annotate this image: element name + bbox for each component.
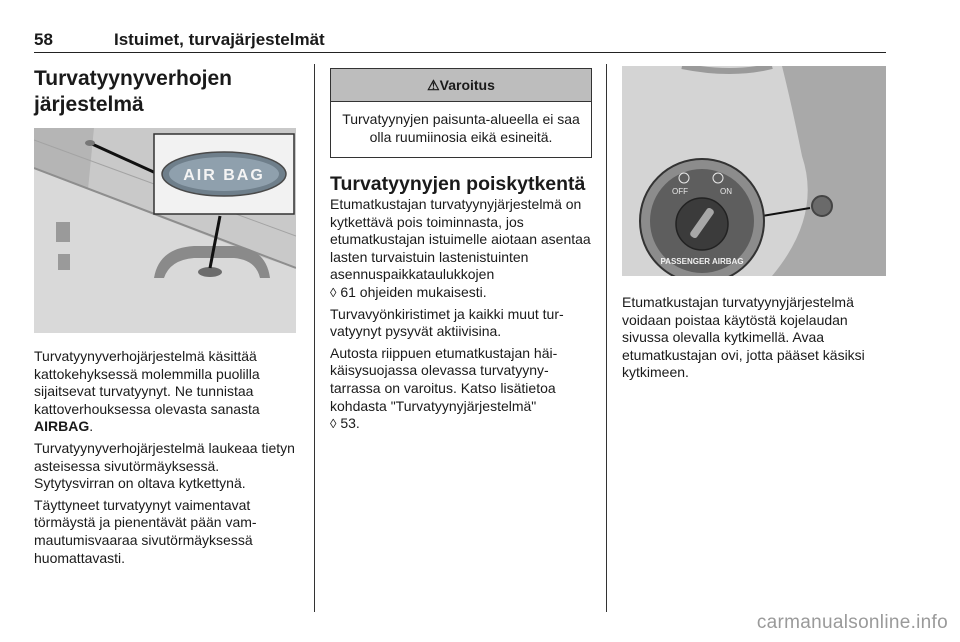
paragraph: Täyttyneet turvatyynyt vaimentavat törmäystä ja pienentävät pään vammautumisvaaraa sivutörmäyksessä huomattavasti. [34,496,257,566]
switch-off-label: OFF [672,187,688,196]
paragraph: Turvavyönkiristimet ja kaikki muut turvatyynyt pysyvät aktiivisina. [330,305,564,340]
section-heading: Turvatyynyverhojen järjestelmä [34,67,233,116]
column-divider [606,64,607,612]
watermark: carmanualsonline.info [756,612,948,633]
page-reference-icon: ◊ [330,416,337,432]
page-reference[interactable]: 53. [340,415,360,432]
switch-on-label: ON [720,187,732,196]
paragraph: Autosta riippuen etumatkustajan häikäisysuojassa olevassa turvatyynytarrassa on varoitus. Katso lisätietoa kohdasta "Turvatyynyjärjestelmä" ◊ 53. [330,344,558,432]
airbag-switch-figure [622,66,886,276]
column-3-text [622,294,886,386]
page-reference[interactable]: 61 ohjeiden mukaisesti. [340,283,487,300]
warning-title: Varoitus [439,77,495,93]
paragraph: Turvatyynyverhojärjestelmä laukeaa tietyn asteisessa sivutörmäyksessä. Sytytysvirran on oltava kytkettynä. [34,439,295,492]
section-title: Istuimet, turvajärjestelmät [114,30,325,49]
airbag-label: AIR BAG [183,167,265,184]
column-2-text [330,196,594,437]
page-reference-icon: ◊ [330,284,337,300]
column-divider [314,64,315,612]
paragraph: Etumatkustajan turvatyynyjärjestelmä voidaan poistaa käytöstä kojelaudan sivussa olevalla kytkimellä. Avaa etumatkustajan ovi, jotta pääset käsiksi kytkimeen. [622,294,865,381]
airbag-roof-figure [34,128,296,333]
page-number: 58 [34,30,53,49]
warning-box [330,68,592,158]
passenger-airbag-label: PASSENGER AIRBAG [660,257,744,266]
column-1-text [34,348,298,571]
airbag-word: AIRBAG [34,418,90,435]
warning-text: Turvatyynyjen paisunta-alueella ei saa olla ruumiinosia eikä esineitä. [342,111,580,145]
paragraph: Turvatyynyverhojärjestelmä käsittää kattokehyksessä molemmilla puolilla sijaitsevat turvatyynyt. Ne tunnistaa kattoverhouksessa olevasta sanasta AIRBAG. [34,348,260,435]
page-header [34,30,886,53]
paragraph: Etumatkustajan turvatyynyjärjestelmä on kytkettävä pois toiminnasta, jos etumatkustajan istuimelle aiotaan asentaa lasten turvaistuin lastenistuinten asennuspaikkataulukkojen ◊ 61 ohjeiden mukaisesti. [330,196,591,300]
warning-header [331,69,591,102]
section-heading: Turvatyynyjen poiskytkentä [330,173,586,195]
warning-triangle-icon: ⚠ [427,77,440,93]
